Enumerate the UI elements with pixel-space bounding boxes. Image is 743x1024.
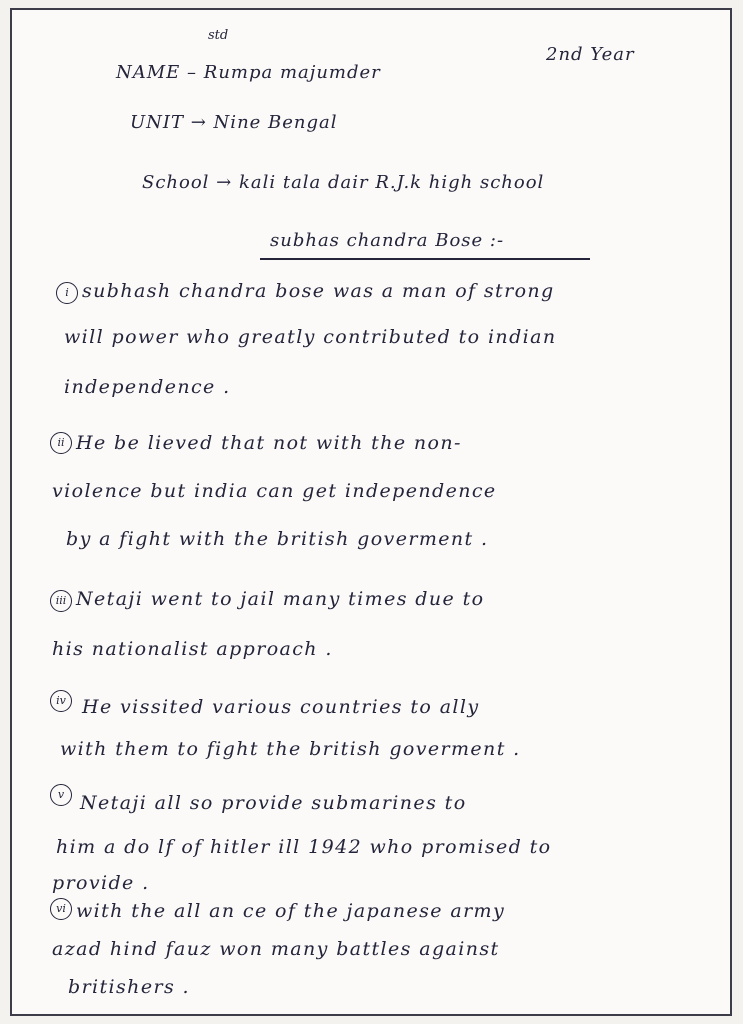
- point-line: his nationalist approach .: [52, 638, 333, 660]
- point-line: with them to fight the british goverment .: [60, 738, 521, 760]
- essay-title: subhas chandra Bose :-: [270, 230, 505, 251]
- unit-line: UNIT → Nine Bengal: [130, 112, 338, 133]
- point-line: Netaji went to jail many times due to: [76, 588, 485, 610]
- notebook-page: [10, 8, 732, 1016]
- point-number: i: [56, 282, 78, 304]
- point-line: Netaji all so provide submarines to: [80, 792, 467, 814]
- point-number: iii: [50, 590, 72, 612]
- point-line: provide .: [52, 872, 150, 894]
- school-line: School → kali tala dair R.J.k high school: [142, 172, 545, 193]
- point-number: v: [50, 784, 72, 806]
- point-line: He be lieved that not with the non-: [76, 432, 462, 454]
- point-number: iv: [50, 690, 72, 712]
- title-underline: [260, 258, 590, 260]
- point-number: ii: [50, 432, 72, 454]
- point-line: independence .: [64, 376, 231, 398]
- point-line: with the all an ce of the japanese army: [76, 900, 506, 922]
- point-line: violence but india can get independence: [52, 480, 497, 502]
- point-line: by a fight with the british goverment .: [66, 528, 489, 550]
- point-line: He vissited various countries to ally: [82, 696, 480, 718]
- name-line: NAME – Rumpa majumder: [116, 62, 381, 83]
- point-line: azad hind fauz won many battles against: [52, 938, 500, 960]
- point-line: britishers .: [68, 976, 190, 998]
- point-number: vi: [50, 898, 72, 920]
- point-line: him a do lf of hitler ill 1942 who promised to: [56, 836, 552, 858]
- point-line: subhash chandra bose was a man of strong: [82, 280, 555, 302]
- year-label: 2nd Year: [546, 44, 635, 65]
- point-line: will power who greatly contributed to indian: [64, 326, 557, 348]
- header-mark: std: [208, 28, 229, 43]
